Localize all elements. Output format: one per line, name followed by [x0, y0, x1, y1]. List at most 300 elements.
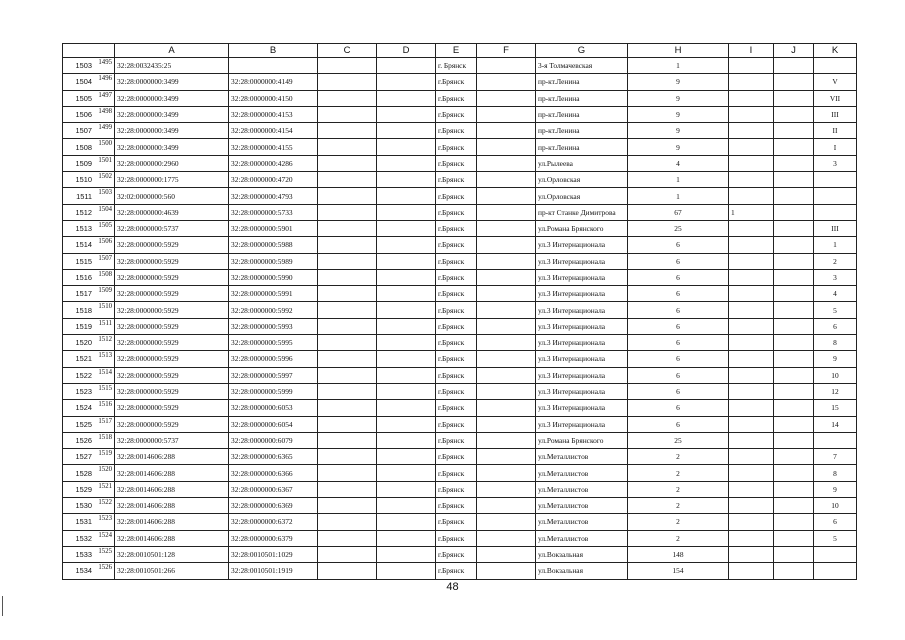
cell-k[interactable]	[774, 351, 814, 367]
cell-b[interactable]: 32:28:0014606:288	[115, 449, 229, 465]
cell-b[interactable]: 32:28:0000000:5737	[115, 220, 229, 236]
cell-b[interactable]: 32:28:0000000:5929	[115, 286, 229, 302]
cell-h[interactable]: ул.3 Интернационала	[536, 269, 628, 285]
cell-i[interactable]: 2	[628, 530, 729, 546]
cell-b[interactable]: 32:28:0000000:5929	[115, 318, 229, 334]
row-number[interactable]	[63, 432, 115, 448]
cell-c[interactable]: 32:28:0000000:6366	[229, 465, 318, 481]
row-number[interactable]	[63, 253, 115, 269]
cell-b[interactable]: 32:28:0000000:5929	[115, 351, 229, 367]
cell-j[interactable]	[729, 302, 774, 318]
cell-h[interactable]: ул.Романа Брянского	[536, 220, 628, 236]
cell-b[interactable]: 32:28:0000000:5737	[115, 432, 229, 448]
cell-j[interactable]	[729, 383, 774, 399]
cell-g[interactable]	[477, 498, 536, 514]
cell-g[interactable]	[477, 546, 536, 562]
cell-c[interactable]: 32:28:0000000:5996	[229, 351, 318, 367]
cell-c[interactable]: 32:28:0000000:6053	[229, 400, 318, 416]
cell-i[interactable]: 6	[628, 383, 729, 399]
cell-b[interactable]: 32:28:0000000:5929	[115, 253, 229, 269]
cell-k[interactable]	[774, 58, 814, 74]
cell-i[interactable]: 6	[628, 286, 729, 302]
cell-j[interactable]	[729, 188, 774, 204]
cell-b[interactable]: 32:28:0010501:266	[115, 563, 229, 579]
cell-i[interactable]: 6	[628, 269, 729, 285]
cell-e[interactable]	[377, 106, 436, 122]
cell-c[interactable]: 32:28:0000000:5993	[229, 318, 318, 334]
cell-d[interactable]	[318, 90, 377, 106]
cell-g[interactable]	[477, 514, 536, 530]
column-header-g[interactable]: G	[536, 44, 628, 58]
cell-j[interactable]	[729, 432, 774, 448]
cell-b[interactable]: 32:28:0000000:5929	[115, 367, 229, 383]
cell-i[interactable]: 6	[628, 416, 729, 432]
cell-g[interactable]	[477, 481, 536, 497]
cell-f[interactable]: г. Брянск	[436, 58, 477, 74]
cell-b[interactable]: 32:28:0000000:3499	[115, 123, 229, 139]
cell-k[interactable]	[774, 286, 814, 302]
cell-d[interactable]	[318, 546, 377, 562]
cell-i[interactable]: 6	[628, 335, 729, 351]
cell-d[interactable]	[318, 269, 377, 285]
column-header-corner[interactable]	[63, 44, 115, 58]
cell-d[interactable]	[318, 335, 377, 351]
cell-e[interactable]	[377, 139, 436, 155]
cell-l[interactable]: 8	[814, 465, 857, 481]
cell-e[interactable]	[377, 481, 436, 497]
cell-k[interactable]	[774, 465, 814, 481]
row-number[interactable]	[63, 286, 115, 302]
cell-l[interactable]	[814, 188, 857, 204]
cell-j[interactable]	[729, 465, 774, 481]
cell-i[interactable]: 9	[628, 74, 729, 90]
column-header-a[interactable]: A	[115, 44, 229, 58]
cell-i[interactable]: 25	[628, 432, 729, 448]
cell-c[interactable]: 32:28:0000000:4154	[229, 123, 318, 139]
cell-h[interactable]: ул.Вокзальная	[536, 563, 628, 579]
cell-h[interactable]: ул.Вокзальная	[536, 546, 628, 562]
cell-c[interactable]: 32:28:0000000:4720	[229, 172, 318, 188]
cell-h[interactable]: пр-кт Станке Димитрова	[536, 204, 628, 220]
cell-b[interactable]: 32:28:0000000:3499	[115, 139, 229, 155]
cell-c[interactable]: 32:28:0000000:5991	[229, 286, 318, 302]
column-header-b[interactable]: B	[229, 44, 318, 58]
cell-l[interactable]	[814, 563, 857, 579]
cell-f[interactable]: г.Брянск	[436, 90, 477, 106]
cell-g[interactable]	[477, 351, 536, 367]
cell-f[interactable]: г.Брянск	[436, 302, 477, 318]
cell-d[interactable]	[318, 514, 377, 530]
cell-g[interactable]	[477, 188, 536, 204]
cell-i[interactable]: 2	[628, 514, 729, 530]
row-number[interactable]	[63, 90, 115, 106]
cell-k[interactable]	[774, 514, 814, 530]
cell-g[interactable]	[477, 237, 536, 253]
cell-b[interactable]: 32:28:0000000:3499	[115, 106, 229, 122]
cell-f[interactable]: г.Брянск	[436, 74, 477, 90]
cell-f[interactable]: г.Брянск	[436, 514, 477, 530]
cell-g[interactable]	[477, 204, 536, 220]
cell-b[interactable]: 32:28:0000000:1775	[115, 172, 229, 188]
cell-g[interactable]	[477, 269, 536, 285]
cell-e[interactable]	[377, 563, 436, 579]
cell-h[interactable]: 3-я Толмачевская	[536, 58, 628, 74]
cell-h[interactable]: ул.3 Интернационала	[536, 335, 628, 351]
cell-h[interactable]: ул.Металлистов	[536, 449, 628, 465]
cell-l[interactable]: 14	[814, 416, 857, 432]
cell-d[interactable]	[318, 237, 377, 253]
cell-c[interactable]: 32:28:0000000:6079	[229, 432, 318, 448]
cell-e[interactable]	[377, 335, 436, 351]
row-number[interactable]	[63, 514, 115, 530]
cell-f[interactable]: г.Брянск	[436, 204, 477, 220]
cell-d[interactable]	[318, 253, 377, 269]
cell-b[interactable]: 32:28:0000000:2960	[115, 155, 229, 171]
cell-j[interactable]	[729, 58, 774, 74]
cell-e[interactable]	[377, 465, 436, 481]
cell-b[interactable]: 32:28:0000000:4639	[115, 204, 229, 220]
cell-b[interactable]: 32:28:0000000:5929	[115, 335, 229, 351]
cell-i[interactable]: 1	[628, 172, 729, 188]
cell-f[interactable]: г.Брянск	[436, 318, 477, 334]
cell-b[interactable]: 32:28:0000000:3499	[115, 74, 229, 90]
cell-k[interactable]	[774, 302, 814, 318]
cell-e[interactable]	[377, 74, 436, 90]
row-number[interactable]	[63, 351, 115, 367]
cell-h[interactable]: ул.Орловская	[536, 188, 628, 204]
column-header-j[interactable]: J	[774, 44, 814, 58]
cell-i[interactable]: 67	[628, 204, 729, 220]
cell-h[interactable]: ул.Металлистов	[536, 530, 628, 546]
row-number[interactable]	[63, 106, 115, 122]
cell-j[interactable]	[729, 90, 774, 106]
cell-b[interactable]: 32:28:0000000:5929	[115, 416, 229, 432]
cell-f[interactable]: г.Брянск	[436, 465, 477, 481]
cell-j[interactable]	[729, 269, 774, 285]
cell-b[interactable]: 32:28:0032435:25	[115, 58, 229, 74]
cell-c[interactable]: 32:28:0000000:5901	[229, 220, 318, 236]
cell-g[interactable]	[477, 563, 536, 579]
cell-l[interactable]: 5	[814, 302, 857, 318]
cell-g[interactable]	[477, 220, 536, 236]
cell-j[interactable]	[729, 237, 774, 253]
cell-c[interactable]: 32:28:0000000:6372	[229, 514, 318, 530]
cell-f[interactable]: г.Брянск	[436, 155, 477, 171]
cell-j[interactable]	[729, 123, 774, 139]
cell-j[interactable]	[729, 106, 774, 122]
cell-i[interactable]: 6	[628, 253, 729, 269]
cell-l[interactable]: 2	[814, 253, 857, 269]
cell-h[interactable]: пр-кт.Ленина	[536, 106, 628, 122]
cell-g[interactable]	[477, 465, 536, 481]
cell-e[interactable]	[377, 546, 436, 562]
cell-k[interactable]	[774, 481, 814, 497]
cell-b[interactable]: 32:28:0014606:288	[115, 514, 229, 530]
cell-c[interactable]: 32:28:0000000:5999	[229, 383, 318, 399]
cell-j[interactable]	[729, 351, 774, 367]
cell-d[interactable]	[318, 204, 377, 220]
cell-k[interactable]	[774, 400, 814, 416]
cell-b[interactable]: 32:28:0010501:128	[115, 546, 229, 562]
cell-l[interactable]: 5	[814, 530, 857, 546]
row-number[interactable]	[63, 172, 115, 188]
cell-j[interactable]	[729, 286, 774, 302]
cell-h[interactable]: ул.Металлистов	[536, 481, 628, 497]
cell-k[interactable]	[774, 155, 814, 171]
cell-d[interactable]	[318, 188, 377, 204]
cell-c[interactable]: 32:28:0000000:6054	[229, 416, 318, 432]
cell-h[interactable]: ул.3 Интернационала	[536, 253, 628, 269]
row-number[interactable]	[63, 204, 115, 220]
cell-g[interactable]	[477, 286, 536, 302]
cell-d[interactable]	[318, 172, 377, 188]
cell-i[interactable]: 9	[628, 123, 729, 139]
cell-g[interactable]	[477, 155, 536, 171]
cell-d[interactable]	[318, 302, 377, 318]
cell-j[interactable]	[729, 530, 774, 546]
cell-e[interactable]	[377, 90, 436, 106]
cell-l[interactable]: V	[814, 74, 857, 90]
cell-j[interactable]	[729, 449, 774, 465]
cell-d[interactable]	[318, 351, 377, 367]
row-number[interactable]	[63, 400, 115, 416]
cell-k[interactable]	[774, 563, 814, 579]
cell-k[interactable]	[774, 432, 814, 448]
cell-k[interactable]	[774, 139, 814, 155]
cell-h[interactable]: ул.Металлистов	[536, 514, 628, 530]
cell-g[interactable]	[477, 253, 536, 269]
cell-l[interactable]: III	[814, 220, 857, 236]
cell-c[interactable]: 32:28:0000000:4155	[229, 139, 318, 155]
column-header-c[interactable]: C	[318, 44, 377, 58]
cell-e[interactable]	[377, 237, 436, 253]
cell-c[interactable]: 32:28:0000000:5733	[229, 204, 318, 220]
cell-i[interactable]: 6	[628, 367, 729, 383]
cell-d[interactable]	[318, 498, 377, 514]
cell-l[interactable]: 3	[814, 269, 857, 285]
cell-g[interactable]	[477, 172, 536, 188]
cell-h[interactable]: ул.3 Интернационала	[536, 237, 628, 253]
cell-g[interactable]	[477, 74, 536, 90]
cell-g[interactable]	[477, 383, 536, 399]
row-number[interactable]	[63, 139, 115, 155]
cell-l[interactable]: 1	[814, 237, 857, 253]
column-header-h[interactable]: H	[628, 44, 729, 58]
cell-k[interactable]	[774, 74, 814, 90]
cell-d[interactable]	[318, 465, 377, 481]
cell-g[interactable]	[477, 318, 536, 334]
cell-f[interactable]: г.Брянск	[436, 253, 477, 269]
cell-f[interactable]: г.Брянск	[436, 286, 477, 302]
cell-e[interactable]	[377, 514, 436, 530]
cell-i[interactable]: 6	[628, 237, 729, 253]
cell-b[interactable]: 32:28:0014606:288	[115, 481, 229, 497]
cell-c[interactable]: 32:28:0000000:6365	[229, 449, 318, 465]
cell-l[interactable]: 10	[814, 367, 857, 383]
cell-f[interactable]: г.Брянск	[436, 123, 477, 139]
cell-c[interactable]: 32:28:0000000:5988	[229, 237, 318, 253]
cell-k[interactable]	[774, 530, 814, 546]
cell-d[interactable]	[318, 383, 377, 399]
column-header-e[interactable]: E	[436, 44, 477, 58]
cell-e[interactable]	[377, 172, 436, 188]
cell-l[interactable]: 10	[814, 498, 857, 514]
cell-b[interactable]: 32:28:0000000:5929	[115, 302, 229, 318]
cell-f[interactable]: г.Брянск	[436, 563, 477, 579]
cell-j[interactable]	[729, 253, 774, 269]
cell-d[interactable]	[318, 318, 377, 334]
cell-g[interactable]	[477, 90, 536, 106]
cell-l[interactable]: 6	[814, 514, 857, 530]
cell-l[interactable]: 6	[814, 318, 857, 334]
cell-g[interactable]	[477, 335, 536, 351]
cell-j[interactable]	[729, 335, 774, 351]
row-number[interactable]	[63, 530, 115, 546]
cell-e[interactable]	[377, 58, 436, 74]
cell-k[interactable]	[774, 318, 814, 334]
cell-h[interactable]: ул.3 Интернационала	[536, 416, 628, 432]
cell-k[interactable]	[774, 220, 814, 236]
cell-i[interactable]: 6	[628, 400, 729, 416]
cell-f[interactable]: г.Брянск	[436, 498, 477, 514]
cell-e[interactable]	[377, 318, 436, 334]
cell-j[interactable]	[729, 546, 774, 562]
cell-d[interactable]	[318, 416, 377, 432]
row-number[interactable]	[63, 335, 115, 351]
cell-h[interactable]: ул.3 Интернационала	[536, 286, 628, 302]
cell-b[interactable]: 32:28:0014606:288	[115, 498, 229, 514]
cell-i[interactable]: 9	[628, 106, 729, 122]
cell-l[interactable]: VII	[814, 90, 857, 106]
cell-c[interactable]: 32:28:0000000:5992	[229, 302, 318, 318]
cell-k[interactable]	[774, 106, 814, 122]
cell-j[interactable]	[729, 172, 774, 188]
cell-b[interactable]: 32:28:0000000:5929	[115, 237, 229, 253]
cell-l[interactable]: I	[814, 139, 857, 155]
cell-l[interactable]: II	[814, 123, 857, 139]
cell-c[interactable]: 32:28:0000000:4149	[229, 74, 318, 90]
cell-j[interactable]	[729, 563, 774, 579]
cell-l[interactable]	[814, 546, 857, 562]
cell-e[interactable]	[377, 530, 436, 546]
cell-d[interactable]	[318, 432, 377, 448]
cell-c[interactable]: 32:28:0000000:6379	[229, 530, 318, 546]
cell-i[interactable]: 148	[628, 546, 729, 562]
cell-f[interactable]: г.Брянск	[436, 367, 477, 383]
cell-c[interactable]: 32:28:0010501:1919	[229, 563, 318, 579]
row-number[interactable]	[63, 383, 115, 399]
cell-i[interactable]: 6	[628, 318, 729, 334]
cell-f[interactable]: г.Брянск	[436, 400, 477, 416]
cell-k[interactable]	[774, 172, 814, 188]
cell-e[interactable]	[377, 416, 436, 432]
cell-h[interactable]: ул.3 Интернационала	[536, 302, 628, 318]
cell-c[interactable]: 32:28:0000000:6369	[229, 498, 318, 514]
cell-j[interactable]	[729, 139, 774, 155]
cell-i[interactable]: 9	[628, 90, 729, 106]
cell-l[interactable]	[814, 58, 857, 74]
cell-c[interactable]: 32:28:0010501:1029	[229, 546, 318, 562]
cell-h[interactable]: пр-кт.Ленина	[536, 123, 628, 139]
cell-d[interactable]	[318, 220, 377, 236]
cell-f[interactable]: г.Брянск	[436, 237, 477, 253]
cell-e[interactable]	[377, 498, 436, 514]
row-number[interactable]	[63, 449, 115, 465]
cell-l[interactable]: 8	[814, 335, 857, 351]
cell-d[interactable]	[318, 286, 377, 302]
cell-c[interactable]: 32:28:0000000:5989	[229, 253, 318, 269]
cell-l[interactable]: 9	[814, 351, 857, 367]
cell-e[interactable]	[377, 123, 436, 139]
row-number[interactable]	[63, 465, 115, 481]
cell-l[interactable]	[814, 172, 857, 188]
cell-l[interactable]: 4	[814, 286, 857, 302]
cell-b[interactable]: 32:28:0000000:5929	[115, 269, 229, 285]
cell-h[interactable]: ул.3 Интернационала	[536, 383, 628, 399]
row-number[interactable]	[63, 416, 115, 432]
cell-e[interactable]	[377, 220, 436, 236]
cell-f[interactable]: г.Брянск	[436, 335, 477, 351]
cell-i[interactable]: 25	[628, 220, 729, 236]
row-number[interactable]	[63, 302, 115, 318]
cell-h[interactable]: пр-кт.Ленина	[536, 90, 628, 106]
cell-k[interactable]	[774, 498, 814, 514]
cell-f[interactable]: г.Брянск	[436, 481, 477, 497]
cell-h[interactable]: пр-кт.Ленина	[536, 139, 628, 155]
cell-g[interactable]	[477, 449, 536, 465]
row-number[interactable]	[63, 367, 115, 383]
cell-k[interactable]	[774, 237, 814, 253]
cell-e[interactable]	[377, 204, 436, 220]
cell-l[interactable]: 7	[814, 449, 857, 465]
row-number[interactable]	[63, 269, 115, 285]
cell-l[interactable]: 12	[814, 383, 857, 399]
cell-d[interactable]	[318, 139, 377, 155]
cell-k[interactable]	[774, 335, 814, 351]
column-header-i[interactable]: I	[729, 44, 774, 58]
cell-i[interactable]: 6	[628, 351, 729, 367]
cell-k[interactable]	[774, 449, 814, 465]
cell-e[interactable]	[377, 253, 436, 269]
cell-d[interactable]	[318, 155, 377, 171]
cell-e[interactable]	[377, 269, 436, 285]
cell-k[interactable]	[774, 123, 814, 139]
cell-h[interactable]: ул.3 Интернационала	[536, 367, 628, 383]
cell-c[interactable]: 32:28:0000000:4150	[229, 90, 318, 106]
cell-l[interactable]: 3	[814, 155, 857, 171]
cell-i[interactable]: 2	[628, 465, 729, 481]
row-number[interactable]	[63, 220, 115, 236]
cell-f[interactable]: г.Брянск	[436, 449, 477, 465]
cell-d[interactable]	[318, 563, 377, 579]
cell-b[interactable]: 32:28:0000000:5929	[115, 400, 229, 416]
cell-j[interactable]	[729, 498, 774, 514]
cell-d[interactable]	[318, 123, 377, 139]
column-header-f[interactable]: F	[477, 44, 536, 58]
cell-h[interactable]: пр-кт.Ленина	[536, 74, 628, 90]
cell-f[interactable]: г.Брянск	[436, 106, 477, 122]
cell-h[interactable]: ул.3 Интернационала	[536, 318, 628, 334]
cell-i[interactable]: 2	[628, 498, 729, 514]
cell-e[interactable]	[377, 188, 436, 204]
row-number[interactable]	[63, 498, 115, 514]
cell-h[interactable]: ул.3 Интернационала	[536, 400, 628, 416]
cell-i[interactable]: 154	[628, 563, 729, 579]
cell-b[interactable]: 32:28:0000000:5929	[115, 383, 229, 399]
cell-k[interactable]	[774, 188, 814, 204]
cell-g[interactable]	[477, 530, 536, 546]
cell-c[interactable]: 32:28:0000000:4286	[229, 155, 318, 171]
